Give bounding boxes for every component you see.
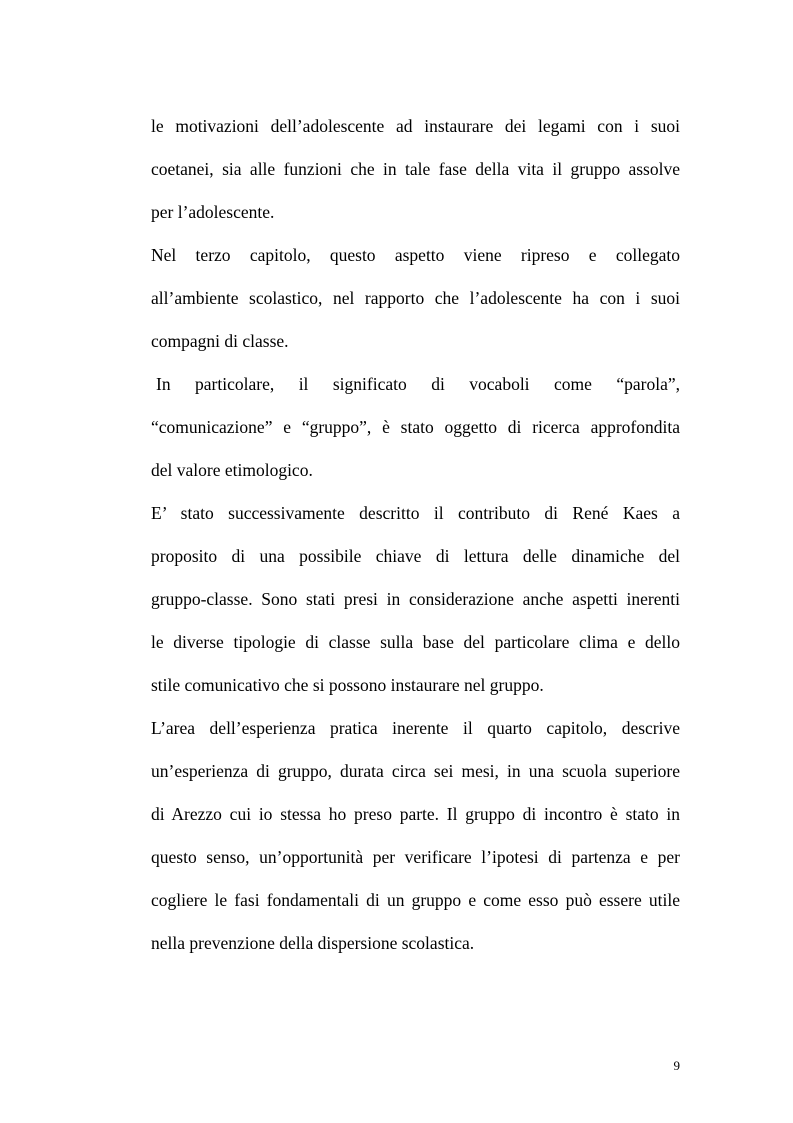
text-line: coetanei, sia alle funzioni che in tale fase della vita il gruppo assolve	[151, 159, 680, 179]
text-line: le motivazioni dell’adolescente ad instaurare dei legami con i suoi	[151, 116, 680, 136]
page-number: 9	[673, 1058, 680, 1073]
text-line: del valore etimologico.	[151, 460, 313, 480]
text-line: le diverse tipologie di classe sulla base del particolare clima e dello	[151, 632, 680, 652]
text-line: di Arezzo cui io stessa ho preso parte. Il gruppo di incontro è stato in	[151, 804, 680, 824]
text-line: stile comunicativo che si possono instaurare nel gruppo.	[151, 675, 544, 695]
text-line: un’esperienza di gruppo, durata circa sei mesi, in una scuola superiore	[151, 761, 680, 781]
text-line: proposito di una possibile chiave di lettura delle dinamiche del	[151, 546, 680, 566]
text-line: nella prevenzione della dispersione scolastica.	[151, 933, 475, 953]
text-line: “comunicazione” e “gruppo”, è stato oggetto di ricerca approfondita	[151, 417, 680, 437]
text-line: questo senso, un’opportunità per verificare l’ipotesi di partenza e per	[151, 847, 680, 867]
text-line: cogliere le fasi fondamentali di un gruppo e come esso può essere utile	[151, 890, 680, 910]
text-line: gruppo-classe. Sono stati presi in considerazione anche aspetti inerenti	[151, 589, 680, 609]
text-line: per l’adolescente.	[151, 202, 275, 222]
body-text	[151, 108, 680, 968]
text-line: all’ambiente scolastico, nel rapporto che l’adolescente ha con i suoi	[151, 288, 680, 308]
text-line: E’ stato successivamente descritto il contributo di René Kaes a	[151, 503, 680, 523]
text-line: In particolare, il significato di vocaboli come “parola”,	[156, 374, 680, 394]
text-line: Nel terzo capitolo, questo aspetto viene ripreso e collegato	[151, 245, 680, 265]
text-line: L’area dell’esperienza pratica inerente il quarto capitolo, descrive	[151, 718, 680, 738]
text-line: compagni di classe.	[151, 331, 289, 351]
